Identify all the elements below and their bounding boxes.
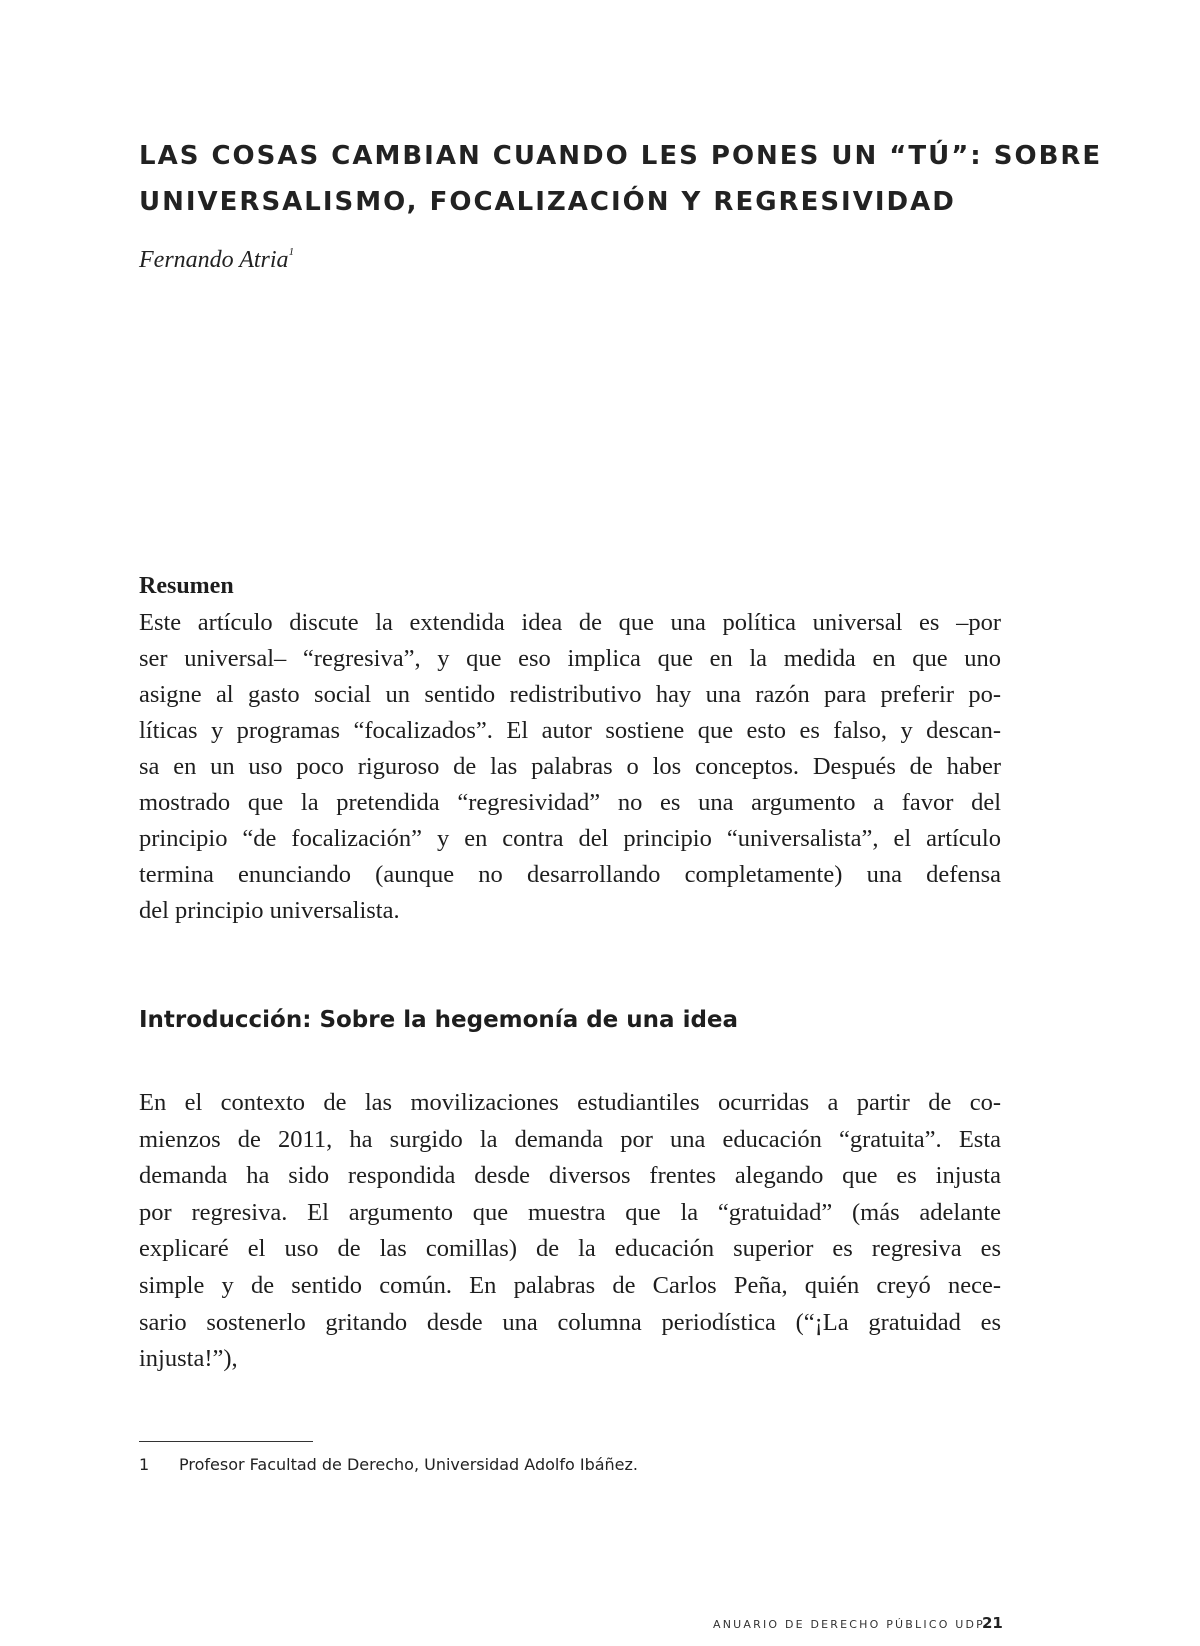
paragraph-line: por regresiva. El argumento que muestra que la “gratuidad” (más adelante bbox=[139, 1198, 1001, 1226]
running-footer: ANUARIO DE DERECHO PÚBLICO UDP bbox=[713, 1618, 986, 1631]
article-title bbox=[139, 133, 1103, 225]
paragraph-line: principio “de focalización” y en contra del principio “universalista”, el artículo bbox=[139, 825, 1001, 852]
paragraph-line: asigne al gasto social un sentido redistributivo hay una razón para preferir po- bbox=[139, 681, 1001, 708]
abstract-paragraph bbox=[139, 605, 1001, 929]
footnote-text: Profesor Facultad de Derecho, Universidad Adolfo Ibáñez. bbox=[179, 1455, 638, 1474]
section-heading: Introducción: Sobre la hegemonía de una idea bbox=[139, 1007, 739, 1033]
paragraph-line: termina enunciando (aunque no desarrollando completamente) una defensa bbox=[139, 861, 1001, 888]
footnote-marker: 1 bbox=[288, 246, 295, 258]
paragraph-line: ser universal– “regresiva”, y que eso implica que en la medida en que uno bbox=[139, 645, 1001, 672]
paragraph-line: sa en un uso poco riguroso de las palabras o los conceptos. Después de haber bbox=[139, 753, 1001, 780]
paragraph-line: del principio universalista. bbox=[139, 897, 400, 924]
page-number: 21 bbox=[982, 1614, 1003, 1632]
paragraph-line: explicaré el uso de las comillas) de la educación superior es regresiva es bbox=[139, 1235, 1001, 1263]
footnote-divider bbox=[139, 1441, 313, 1442]
intro-paragraph bbox=[139, 1085, 1001, 1378]
paragraph-line: mienzos de 2011, ha surgido la demanda por una educación “gratuita”. Esta bbox=[139, 1125, 1001, 1153]
paragraph-line: En el contexto de las movilizaciones estudiantiles ocurridas a partir de co- bbox=[139, 1089, 1001, 1116]
paragraph-line: injusta!”), bbox=[139, 1345, 238, 1373]
author-byline bbox=[139, 246, 294, 274]
article-title-line: LAS COSAS CAMBIAN CUANDO LES PONES UN “TÚ”: SOBRE bbox=[139, 141, 1103, 171]
paragraph-line: sario sostenerlo gritando desde una columna periodística (“¡La gratuidad es bbox=[139, 1308, 1001, 1336]
abstract-heading: Resumen bbox=[139, 573, 234, 599]
paragraph-line: simple y de sentido común. En palabras de Carlos Peña, quién creyó nece- bbox=[139, 1271, 1001, 1299]
footnote-number: 1 bbox=[139, 1455, 150, 1474]
author-name: Fernando Atria bbox=[139, 247, 289, 273]
paragraph-line: mostrado que la pretendida “regresividad” no es una argumento a favor del bbox=[139, 789, 1001, 816]
paragraph-line: Este artículo discute la extendida idea de que una política universal es –por bbox=[139, 609, 1001, 636]
footnote bbox=[139, 1455, 638, 1474]
paragraph-line: líticas y programas “focalizados”. El autor sostiene que esto es falso, y descan- bbox=[139, 717, 1001, 744]
paragraph-line: demanda ha sido respondida desde diversos frentes alegando que es injusta bbox=[139, 1162, 1001, 1190]
article-title-line: UNIVERSALISMO, FOCALIZACIÓN Y REGRESIVIDAD bbox=[139, 187, 956, 217]
